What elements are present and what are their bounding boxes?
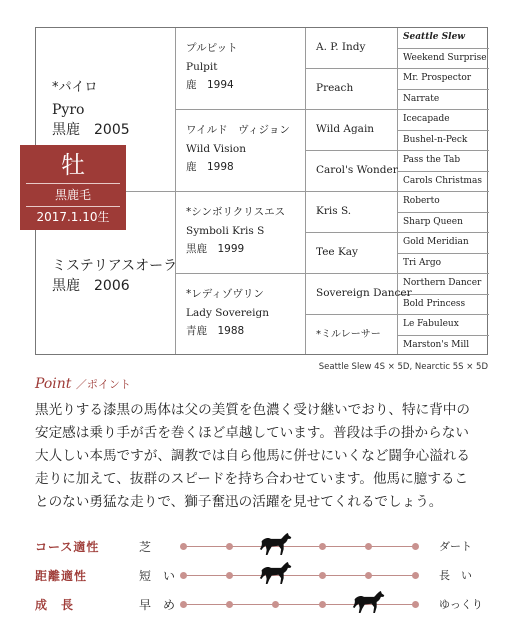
rating-label: 成 長 [35, 598, 75, 612]
sex-label: 牡 [61, 151, 85, 179]
gen4-name: Weekend Surprise [403, 53, 487, 63]
horse-profile-box [20, 145, 126, 230]
scale-dot [180, 601, 187, 608]
gen2-dam-sire-info: 黒鹿 1999 [186, 243, 245, 255]
gen4-name: Bushel-n-Peck [403, 135, 468, 145]
rating-track [183, 546, 415, 547]
gen4-name: Pass the Tab [403, 155, 461, 165]
coat-color: 黒鹿毛 [54, 188, 91, 202]
gen4-name: Icecapade [403, 114, 450, 124]
gen4-name: Gold Meridian [403, 237, 469, 247]
gen3-name: Sovereign Dancer [316, 287, 412, 299]
horse-icon [259, 531, 293, 557]
comment-line: 大人しい本馬ですが、調教では自ら他馬に併せにいくなど闘争心溢れる [35, 448, 470, 464]
gen4-name: Seattle Slew [403, 32, 466, 42]
dam-info: 黒鹿 2006 [52, 278, 130, 294]
gen3-name: Kris S. [316, 205, 352, 217]
gen4-name: Tri Argo [403, 258, 442, 268]
gen2-dam-dam-jp: *レディゾヴリン [186, 288, 264, 300]
gen2-sire-dam-info: 鹿 1998 [186, 161, 234, 173]
rating-track [183, 575, 415, 576]
scale-dot [226, 543, 233, 550]
scale-dot [412, 572, 419, 579]
scale-dot [180, 572, 187, 579]
scale-dot [180, 543, 187, 550]
divider [26, 206, 120, 207]
gen2-dam-dam-en: Lady Sovereign [186, 307, 269, 319]
rating-right-label: ゆっくり [439, 598, 483, 611]
scale-dot [319, 543, 326, 550]
inbreeding-note: Seattle Slew 4S × 5D, Nearctic 5S × 5D [318, 362, 488, 372]
comment-text [35, 399, 495, 514]
scale-dot [412, 543, 419, 550]
rating-left-label: 芝 [139, 540, 152, 554]
rating-distance [35, 565, 495, 587]
gen4-name: Northern Dancer [403, 278, 482, 288]
gen4-name: Sharp Queen [403, 217, 463, 227]
rating-right-label: ダート [439, 540, 472, 553]
scale-dot [226, 572, 233, 579]
dam-name-jp: ミステリアスオーラ [52, 258, 178, 274]
comment-line: 黒光りする漆黒の馬体は父の美質を色濃く受け継いでおり、特に背中の [35, 402, 470, 418]
gen2-dam-dam-info: 青鹿 1988 [186, 325, 245, 337]
comment-line: とのない勇猛な走りで、獅子奮迅の活躍を見せてくれるでしょう。 [35, 494, 443, 510]
scale-dot [319, 601, 326, 608]
rating-label: コース適性 [35, 540, 100, 554]
scale-dot [365, 543, 372, 550]
horse-icon [352, 589, 386, 615]
point-title: Point [35, 376, 72, 392]
gen4-name: Bold Princess [403, 299, 466, 309]
gen4-name: Narrate [403, 94, 440, 104]
gen2-sire-info: 鹿 1994 [186, 79, 234, 91]
gen3-name: Wild Again [316, 123, 375, 135]
rating-right-label: 長 い [439, 569, 472, 582]
gen2-sire-dam-en: Wild Vision [186, 143, 246, 155]
rating-label: 距離適性 [35, 569, 88, 583]
gen2-sire-en: Pulpit [186, 61, 218, 73]
rating-left-label: 早 め [139, 598, 176, 612]
sire-name-en: Pyro [52, 102, 85, 118]
gen4-name: Roberto [403, 196, 440, 206]
scale-dot [412, 601, 419, 608]
scale-dot [272, 601, 279, 608]
rating-growth [35, 594, 495, 616]
scale-dot [226, 601, 233, 608]
gen2-dam-sire-jp: *シンボリクリスエス [186, 206, 286, 218]
point-subtitle: ／ポイント [75, 378, 131, 391]
gen2-sire-dam-jp: ワイルド ヴィジョン [186, 124, 290, 136]
scale-dot [365, 572, 372, 579]
gen3-name: A. P. Indy [316, 41, 366, 53]
rating-left-label: 短 い [139, 569, 176, 583]
gen2-sire-jp: プルピット [186, 42, 238, 54]
gen3-name: Carol's Wonder [316, 164, 398, 176]
rating-course [35, 536, 495, 558]
divider [26, 183, 120, 184]
comment-line: 安定感は乗り手が舌を巻くほど卓越しています。普段は手の掛からない [35, 425, 469, 441]
birth-date: 2017.1.10生 [36, 210, 110, 224]
sire-name-jp: *パイロ [52, 80, 98, 95]
gen4-name: Mr. Prospector [403, 73, 472, 83]
horse-icon [259, 560, 293, 586]
gen3-name: Tee Kay [316, 246, 358, 258]
scale-dot [319, 572, 326, 579]
gen3-name: *ミルレーサー [316, 329, 381, 340]
gen4-name: Marston's Mill [403, 340, 470, 350]
gen3-name: Preach [316, 82, 354, 94]
gen2-dam-sire-en: Symboli Kris S [186, 225, 265, 237]
gen4-name: Le Fabuleux [403, 319, 459, 329]
point-heading [35, 376, 131, 392]
gen4-name: Carols Christmas [403, 176, 482, 186]
sire-info: 黒鹿 2005 [52, 122, 130, 138]
comment-line: 走りに加えて、抜群のスピードを持ち合わせています。他馬に臆するこ [35, 471, 469, 487]
